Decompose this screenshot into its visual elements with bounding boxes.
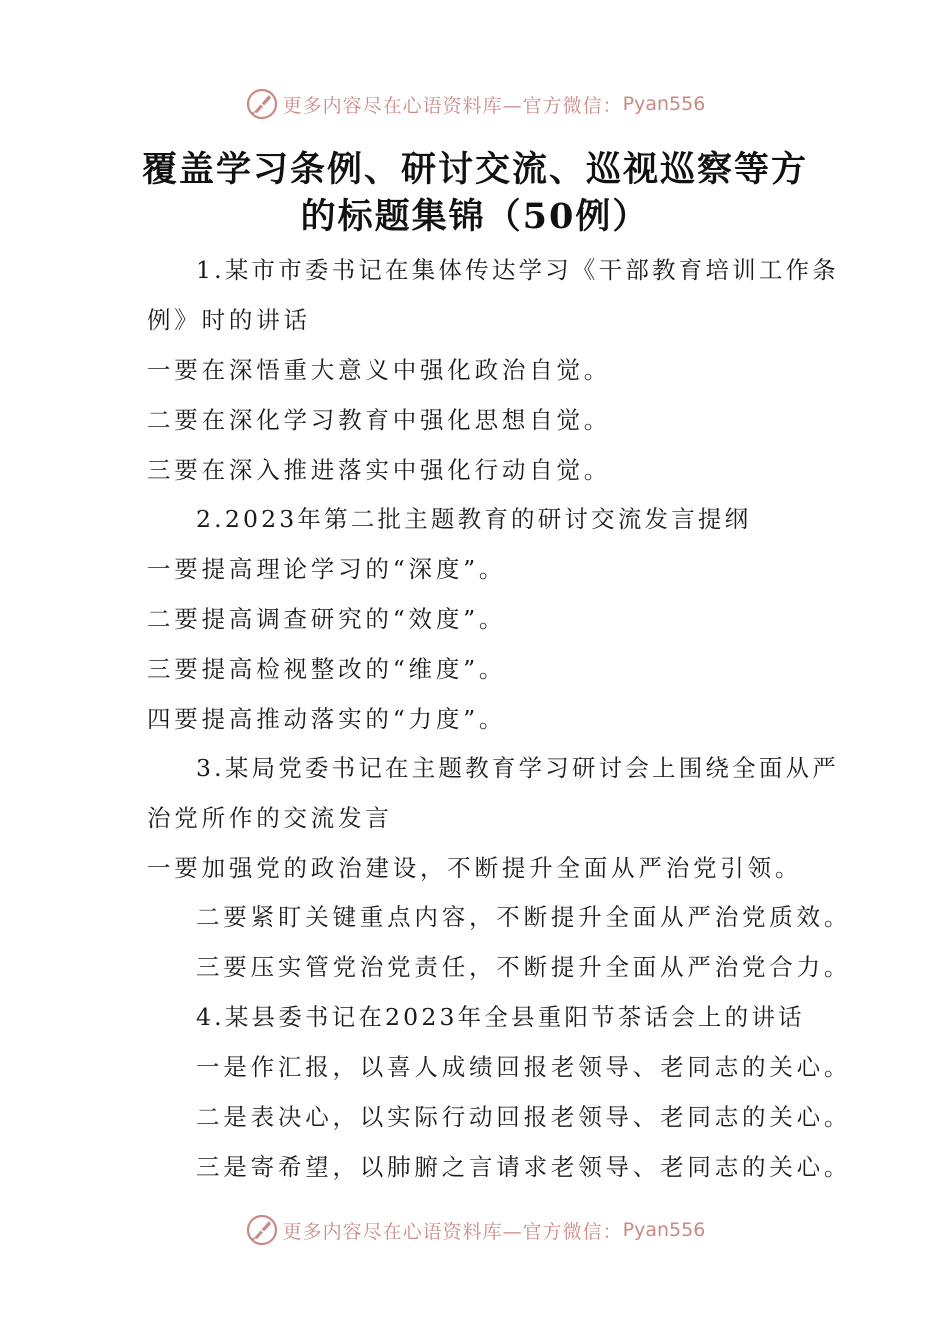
item-2-point-1: 一要提高理论学习的“深度”。	[147, 555, 507, 583]
watermark-handle: Pyan556	[622, 93, 706, 115]
item-4-point-1: 一是作汇报，以喜人成绩回报老领导、老同志的关心。	[196, 1053, 852, 1081]
watermark-handle: Pyan556	[622, 1219, 706, 1241]
watermark-text: 更多内容尽在心语资料库—官方微信：	[282, 94, 623, 117]
footer-watermark	[0, 1212, 950, 1248]
item-3-point-1: 一要加强党的政治建设，不断提升全面从严治党引领。	[147, 854, 803, 882]
item-2-heading: 2.2023年第二批主题教育的研讨交流发言提纲	[196, 505, 752, 533]
item-1-point-1: 一要在深悟重大意义中强化政治自觉。	[147, 356, 612, 384]
document-title-line-1: 覆盖学习条例、研讨交流、巡视巡察等方	[141, 149, 808, 190]
item-1-point-3: 三要在深入推进落实中强化行动自觉。	[147, 456, 612, 484]
item-1-heading: 1.某市市委书记在集体传达学习《干部教育培训工作条	[196, 256, 839, 284]
item-2-point-4: 四要提高推动落实的“力度”。	[147, 705, 507, 733]
header-watermark	[0, 86, 950, 122]
quill-logo-icon	[245, 87, 279, 121]
item-3-heading: 3.某局党委书记在主题教育学习研讨会上围绕全面从严	[196, 754, 839, 782]
item-1-heading-cont: 例》时的讲话	[147, 306, 311, 334]
item-3-point-3: 三要压实管党治党责任，不断提升全面从严治党合力。	[196, 953, 852, 981]
item-3-point-2: 二要紧盯关键重点内容，不断提升全面从严治党质效。	[196, 903, 852, 931]
watermark-text: 更多内容尽在心语资料库—官方微信：	[282, 1220, 623, 1243]
item-3-heading-cont: 治党所作的交流发言	[147, 804, 393, 832]
item-4-heading: 4.某县委书记在2023年全县重阳节茶话会上的讲话	[196, 1003, 805, 1031]
item-2-point-2: 二要提高调查研究的“效度”。	[147, 605, 507, 633]
quill-logo-icon	[245, 1213, 279, 1247]
item-4-point-3: 三是寄希望，以肺腑之言请求老领导、老同志的关心。	[196, 1153, 852, 1181]
item-1-point-2: 二要在深化学习教育中强化思想自觉。	[147, 406, 612, 434]
item-2-point-3: 三要提高检视整改的“维度”。	[147, 655, 507, 683]
item-4-point-2: 二是表决心，以实际行动回报老领导、老同志的关心。	[196, 1103, 852, 1131]
document-title-line-2: 的标题集锦（50例）	[300, 196, 650, 237]
